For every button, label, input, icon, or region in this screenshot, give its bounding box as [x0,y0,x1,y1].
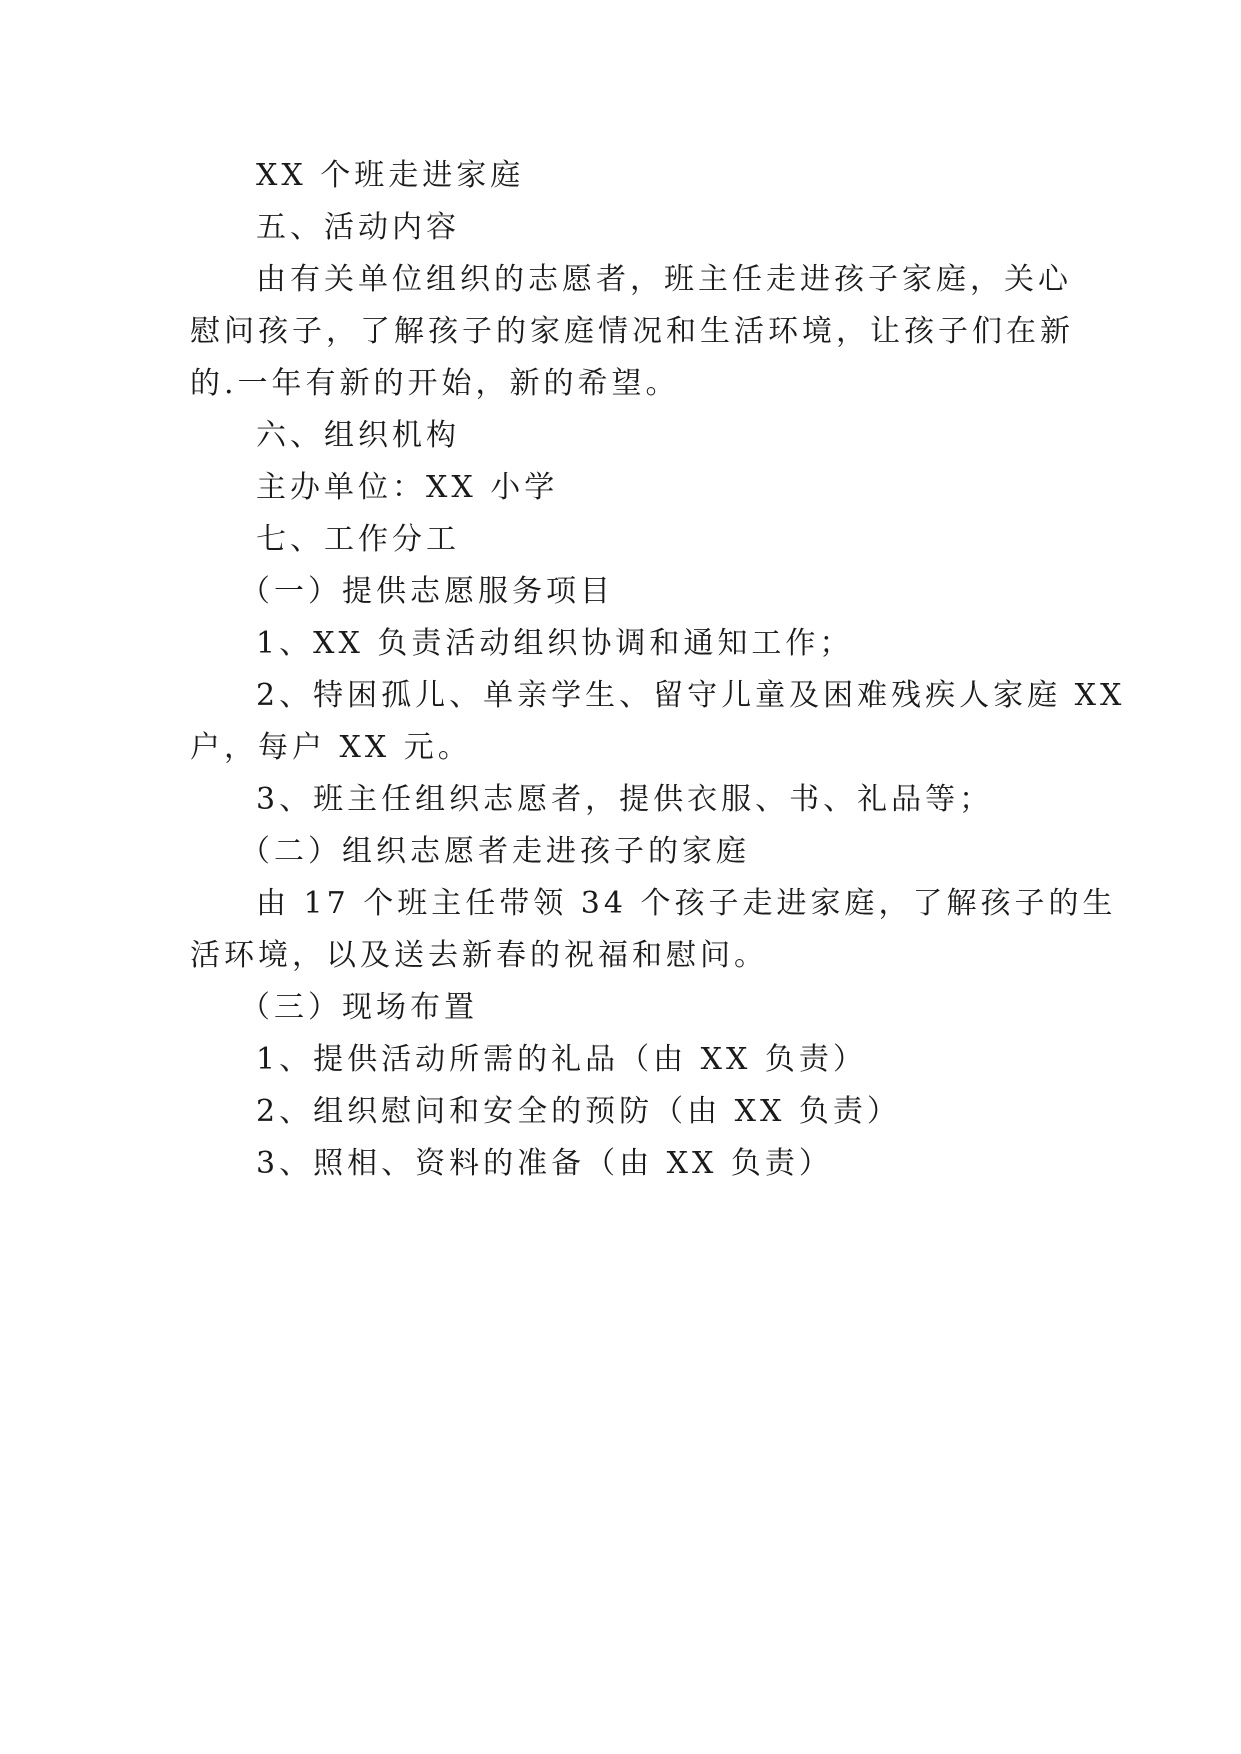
subheading-visit-homes: （二）组织志愿者走进孩子的家庭 [240,834,750,869]
section-heading-activity-content: 五、活动内容 [256,210,460,245]
subheading-volunteer-service: （一）提供志愿服务项目 [240,574,614,609]
subheading-site-setup: （三）现场布置 [240,990,478,1025]
text-line-host-unit: 主办单位：XX 小学 [256,470,559,505]
paragraph-activity-line-1: 由有关单位组织的志愿者，班主任走进孩子家庭，关心 [256,262,1072,297]
paragraph-activity-line-3: 的.一年有新的开始，新的希望。 [190,366,680,401]
paragraph-activity-line-2: 慰问孩子，了解孩子的家庭情况和生活环境，让孩子们在新 [190,314,1074,349]
setup-item-3: 3、照相、资料的准备（由 XX 负责） [256,1146,833,1181]
setup-item-2: 2、组织慰问和安全的预防（由 XX 负责） [256,1094,901,1129]
list-item-3: 3、班主任组织志愿者，提供衣服、书、礼品等； [256,782,994,817]
setup-item-1: 1、提供活动所需的礼品（由 XX 负责） [256,1042,867,1077]
paragraph-visit-line-1: 由 17 个班主任带领 34 个孩子走进家庭，了解孩子的生 [256,886,1117,921]
section-heading-organization: 六、组织机构 [256,418,460,453]
list-item-1: 1、XX 负责活动组织协调和通知工作； [256,626,854,661]
section-heading-division-of-work: 七、工作分工 [256,522,460,557]
list-item-2-line-1: 2、特困孤儿、单亲学生、留守儿童及困难残疾人家庭 XX [256,678,1126,713]
paragraph-visit-line-2: 活环境，以及送去新春的祝福和慰问。 [190,938,768,973]
text-line-class-visit: XX 个班走进家庭 [256,158,525,193]
list-item-2-line-2: 户，每户 XX 元。 [190,730,472,765]
